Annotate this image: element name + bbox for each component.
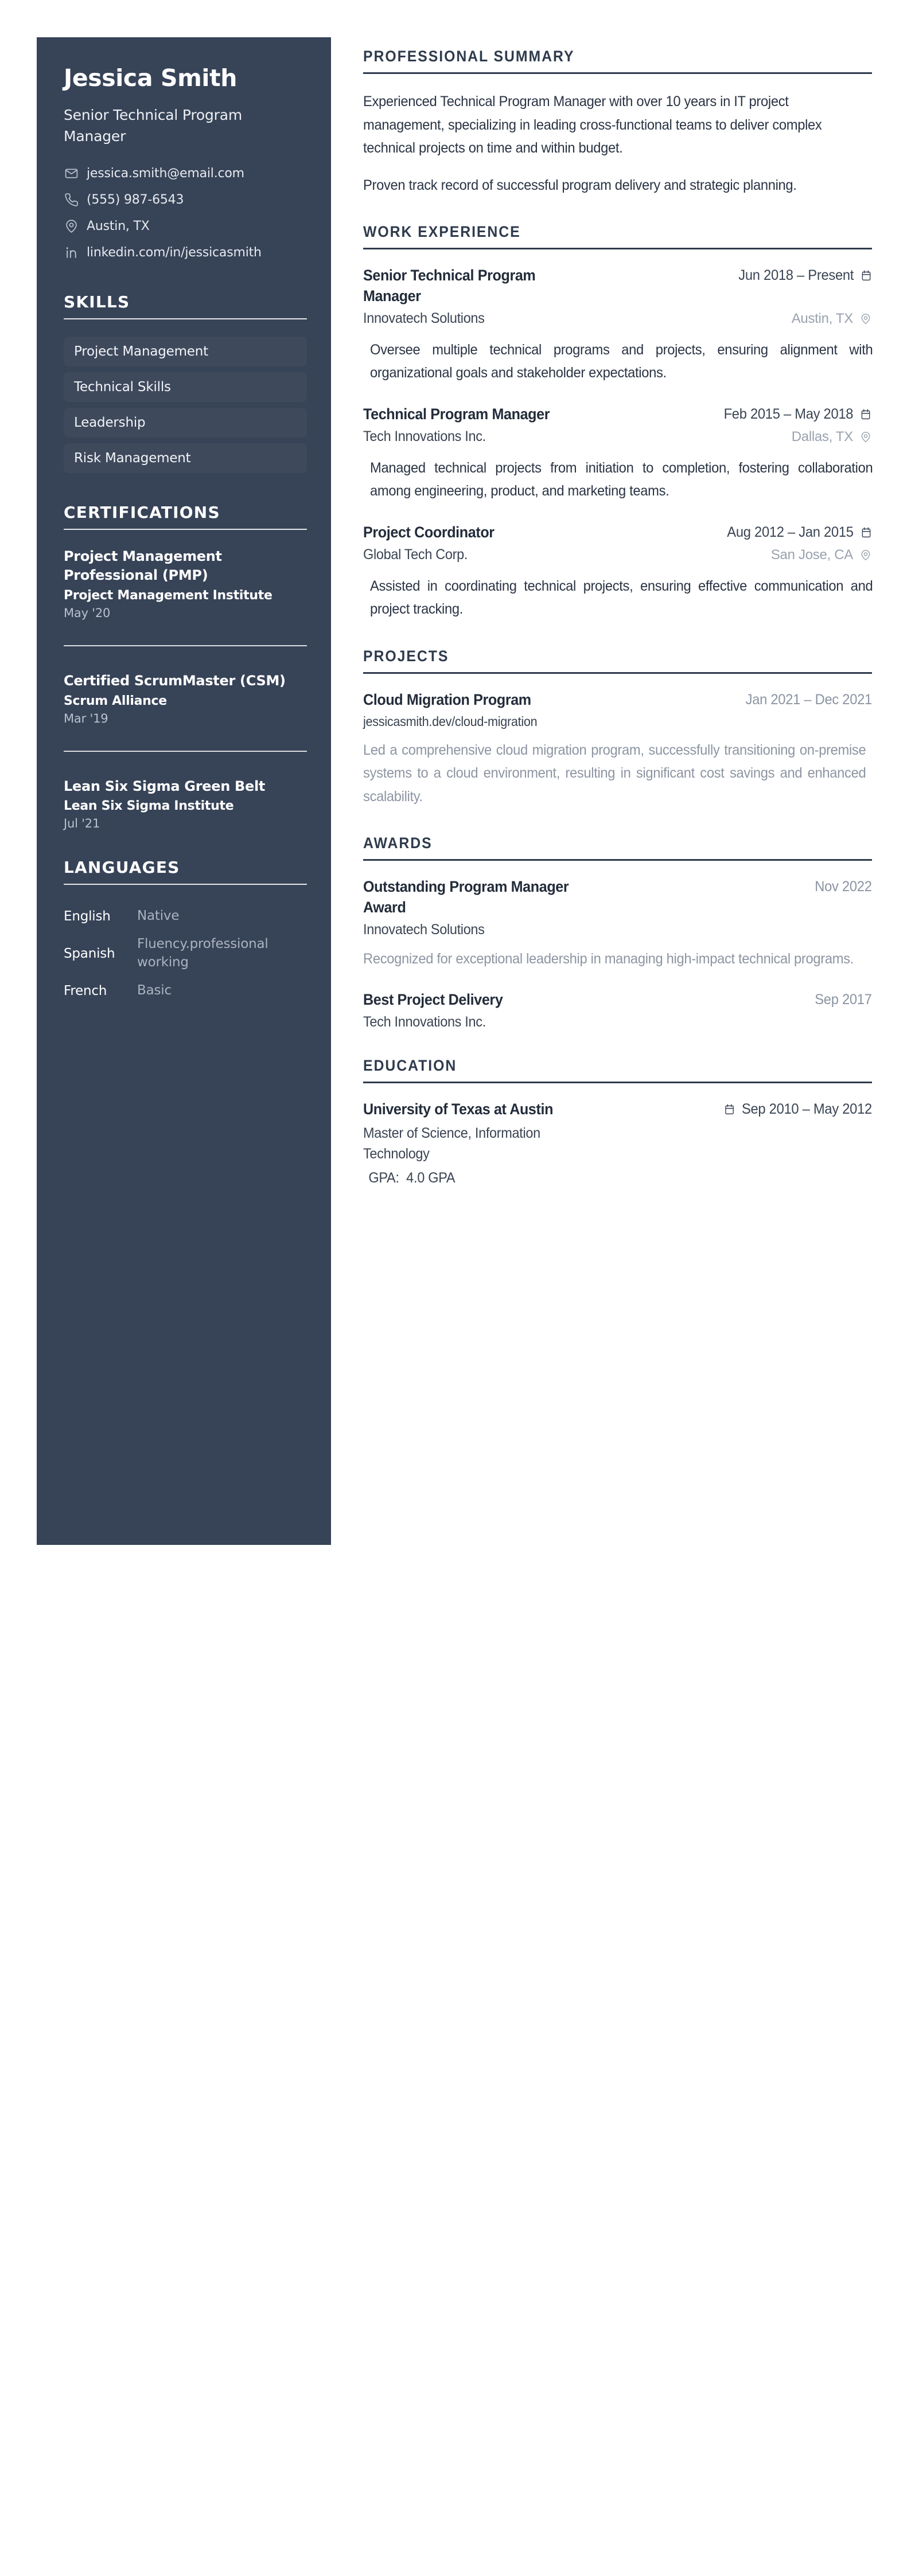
- section-rule-awards: [363, 859, 872, 861]
- main-content: [331, 37, 872, 1186]
- work-dates: [738, 266, 872, 284]
- work-company: Innovatech Solutions: [363, 310, 485, 326]
- envelope-icon: [64, 166, 79, 181]
- language-row: [64, 930, 307, 977]
- calendar-icon: [860, 526, 872, 538]
- contact-linkedin[interactable]: [64, 245, 307, 260]
- linkedin-icon: [64, 245, 79, 260]
- certification-item: [64, 547, 307, 620]
- award-entry: [363, 990, 872, 1031]
- certification-date: Jul '21: [64, 817, 100, 831]
- language-level: Native: [137, 908, 180, 924]
- award-date-value: Sep 2017: [815, 992, 872, 1008]
- section-professional-summary: [363, 48, 872, 197]
- award-date-value: Nov 2022: [815, 879, 872, 895]
- award-entry: [363, 877, 872, 970]
- contact-list: [64, 166, 307, 260]
- section-heading-awards: AWARDS: [363, 834, 433, 852]
- project-url[interactable]: jessicasmith.dev/cloud-migration: [363, 713, 538, 729]
- work-location: [771, 547, 872, 563]
- skill-item[interactable]: Technical Skills: [64, 372, 307, 402]
- work-dates: [727, 522, 872, 541]
- map-pin-icon: [64, 219, 79, 234]
- language-name: English: [64, 908, 111, 924]
- award-entry-subheader: [363, 1014, 872, 1031]
- contact-phone-value: (555) 987-6543: [87, 193, 184, 208]
- section-heading-projects: PROJECTS: [363, 647, 449, 665]
- certification-date: Mar '19: [64, 711, 108, 725]
- award-description: Recognized for exceptional leadership in managing high-impact technical programs.: [363, 950, 854, 967]
- work-entry: [363, 522, 872, 621]
- project-dates-value: Jan 2021 – Dec 2021: [745, 691, 872, 708]
- project-dates: [746, 690, 872, 708]
- education-gpa: [363, 1170, 842, 1186]
- education-dates-value: Sep 2010 – May 2012: [742, 1101, 872, 1118]
- certification-item: [64, 777, 307, 831]
- candidate-name: Jessica Smith: [64, 64, 238, 92]
- sidebar: [37, 37, 331, 1545]
- certification-date: May '20: [64, 606, 111, 620]
- work-description: Managed technical projects from initiation to completion, fostering collaboration among engineering, product, and marketing teams.: [370, 459, 873, 499]
- certification-divider: [64, 645, 307, 646]
- work-dates: [724, 404, 872, 423]
- language-name: French: [64, 983, 107, 998]
- section-heading-education: EDUCATION: [363, 1057, 457, 1075]
- contact-location-value: Austin, TX: [87, 219, 150, 234]
- work-entry-subheader: [363, 428, 872, 445]
- award-date: [815, 877, 872, 895]
- certification-org: Lean Six Sigma Institute: [64, 799, 234, 814]
- map-pin-icon: [859, 313, 872, 325]
- contact-linkedin-value: linkedin.com/in/jessicasmith: [87, 245, 262, 260]
- work-job-title: Technical Program Manager: [363, 405, 550, 423]
- education-gpa-value: 4.0 GPA: [406, 1170, 456, 1186]
- section-rule-education: [363, 1082, 872, 1083]
- contact-email[interactable]: [64, 166, 307, 181]
- phone-icon: [64, 193, 79, 208]
- skill-item[interactable]: Risk Management: [64, 443, 307, 473]
- education-dates: [723, 1099, 872, 1118]
- education-school: University of Texas at Austin: [363, 1100, 554, 1118]
- language-level: Fluency.professional working: [137, 936, 268, 970]
- languages-table: [64, 902, 307, 1005]
- education-gpa-label: GPA:: [368, 1170, 399, 1186]
- sidebar-rule-languages: [64, 884, 307, 885]
- calendar-icon: [723, 1103, 735, 1116]
- skill-item[interactable]: Leadership: [64, 408, 307, 438]
- award-entry-header: [363, 990, 872, 1010]
- section-heading-summary: PROFESSIONAL SUMMARY: [363, 48, 575, 65]
- sidebar-heading-languages: LANGUAGES: [64, 858, 180, 877]
- section-projects: [363, 647, 872, 808]
- calendar-icon: [860, 270, 872, 282]
- award-title: Outstanding Program Manager Award: [363, 878, 569, 916]
- certification-item: [64, 672, 307, 725]
- candidate-job-title: Senior Technical Program Manager: [64, 106, 242, 145]
- section-rule-work: [363, 248, 872, 249]
- certification-name: Project Management Professional (PMP): [64, 548, 222, 584]
- project-entry: [363, 690, 872, 808]
- certification-org: Scrum Alliance: [64, 693, 167, 708]
- work-description: Assisted in coordinating technical projects, ensuring effective communication and project tracking.: [370, 577, 873, 618]
- award-entry-header: [363, 877, 872, 918]
- section-awards: [363, 834, 872, 1031]
- project-entry-header: [363, 690, 872, 711]
- skill-item[interactable]: Project Management: [64, 337, 307, 366]
- sidebar-rule-skills: [64, 318, 307, 319]
- work-job-title: Project Coordinator: [363, 523, 495, 541]
- language-level: Basic: [137, 982, 172, 998]
- work-location: [792, 311, 872, 327]
- work-entry-header: [363, 522, 872, 543]
- language-row: [64, 977, 307, 1005]
- section-rule-summary: [363, 72, 872, 74]
- work-entry-header: [363, 404, 872, 425]
- work-entry: [363, 404, 872, 503]
- certification-name: Lean Six Sigma Green Belt: [64, 778, 266, 794]
- certification-name: Certified ScrumMaster (CSM): [64, 672, 286, 689]
- award-date: [815, 990, 872, 1008]
- map-pin-icon: [859, 549, 872, 561]
- education-degree: Master of Science, Information Technology: [363, 1125, 540, 1162]
- language-row: [64, 902, 307, 930]
- section-rule-projects: [363, 672, 872, 674]
- work-job-title: Senior Technical Program Manager: [363, 267, 536, 305]
- summary-paragraph: Proven track record of successful program delivery and strategic planning.: [363, 177, 797, 193]
- certifications-list: [64, 547, 307, 830]
- work-dates-value: Aug 2012 – Jan 2015: [727, 524, 854, 540]
- section-heading-work: WORK EXPERIENCE: [363, 223, 521, 240]
- project-description: Led a comprehensive cloud migration program, successfully transitioning on-premise systems to a cloud environment, resulting in significant cost savings and enhanced scalability.: [363, 741, 866, 805]
- work-description: Oversee multiple technical programs and projects, ensuring alignment with organizational goals and stakeholder expectations.: [370, 341, 873, 381]
- certification-divider: [64, 751, 307, 752]
- award-org: Innovatech Solutions: [363, 921, 485, 938]
- sidebar-heading-skills: SKILLS: [64, 292, 130, 311]
- award-org: Tech Innovations Inc.: [363, 1014, 486, 1031]
- work-company: Tech Innovations Inc.: [363, 428, 486, 444]
- contact-email-value: jessica.smith@email.com: [87, 166, 244, 181]
- work-dates-value: Jun 2018 – Present: [738, 267, 854, 283]
- work-dates-value: Feb 2015 – May 2018: [724, 405, 854, 422]
- education-entry-header: [363, 1099, 872, 1120]
- certification-org: Project Management Institute: [64, 588, 272, 603]
- sidebar-heading-certifications: CERTIFICATIONS: [64, 502, 220, 522]
- work-location-value: Austin, TX: [791, 310, 853, 326]
- calendar-icon: [860, 408, 872, 420]
- work-location: [792, 429, 872, 445]
- contact-location: [64, 219, 307, 234]
- work-entry: [363, 266, 872, 385]
- skills-list: [64, 337, 307, 473]
- work-company: Global Tech Corp.: [363, 546, 468, 563]
- map-pin-icon: [859, 431, 872, 443]
- work-entry-subheader: [363, 310, 872, 327]
- section-education: [363, 1057, 872, 1186]
- work-location-value: Dallas, TX: [791, 428, 853, 444]
- section-work-experience: [363, 223, 872, 621]
- contact-phone[interactable]: [64, 193, 307, 208]
- work-entry-subheader: [363, 547, 872, 563]
- work-entry-header: [363, 266, 872, 307]
- work-location-value: San Jose, CA: [770, 547, 853, 563]
- education-entry: [363, 1099, 872, 1186]
- award-entry-subheader: [363, 922, 872, 938]
- sidebar-rule-certifications: [64, 529, 307, 530]
- language-name: Spanish: [64, 946, 115, 961]
- summary-paragraph: Experienced Technical Program Manager with over 10 years in IT project management, specializing in leading cross-functional teams to deliver complex technical projects on time and within budget.: [363, 93, 822, 156]
- project-title: Cloud Migration Program: [363, 690, 531, 708]
- award-title: Best Project Delivery: [363, 991, 503, 1009]
